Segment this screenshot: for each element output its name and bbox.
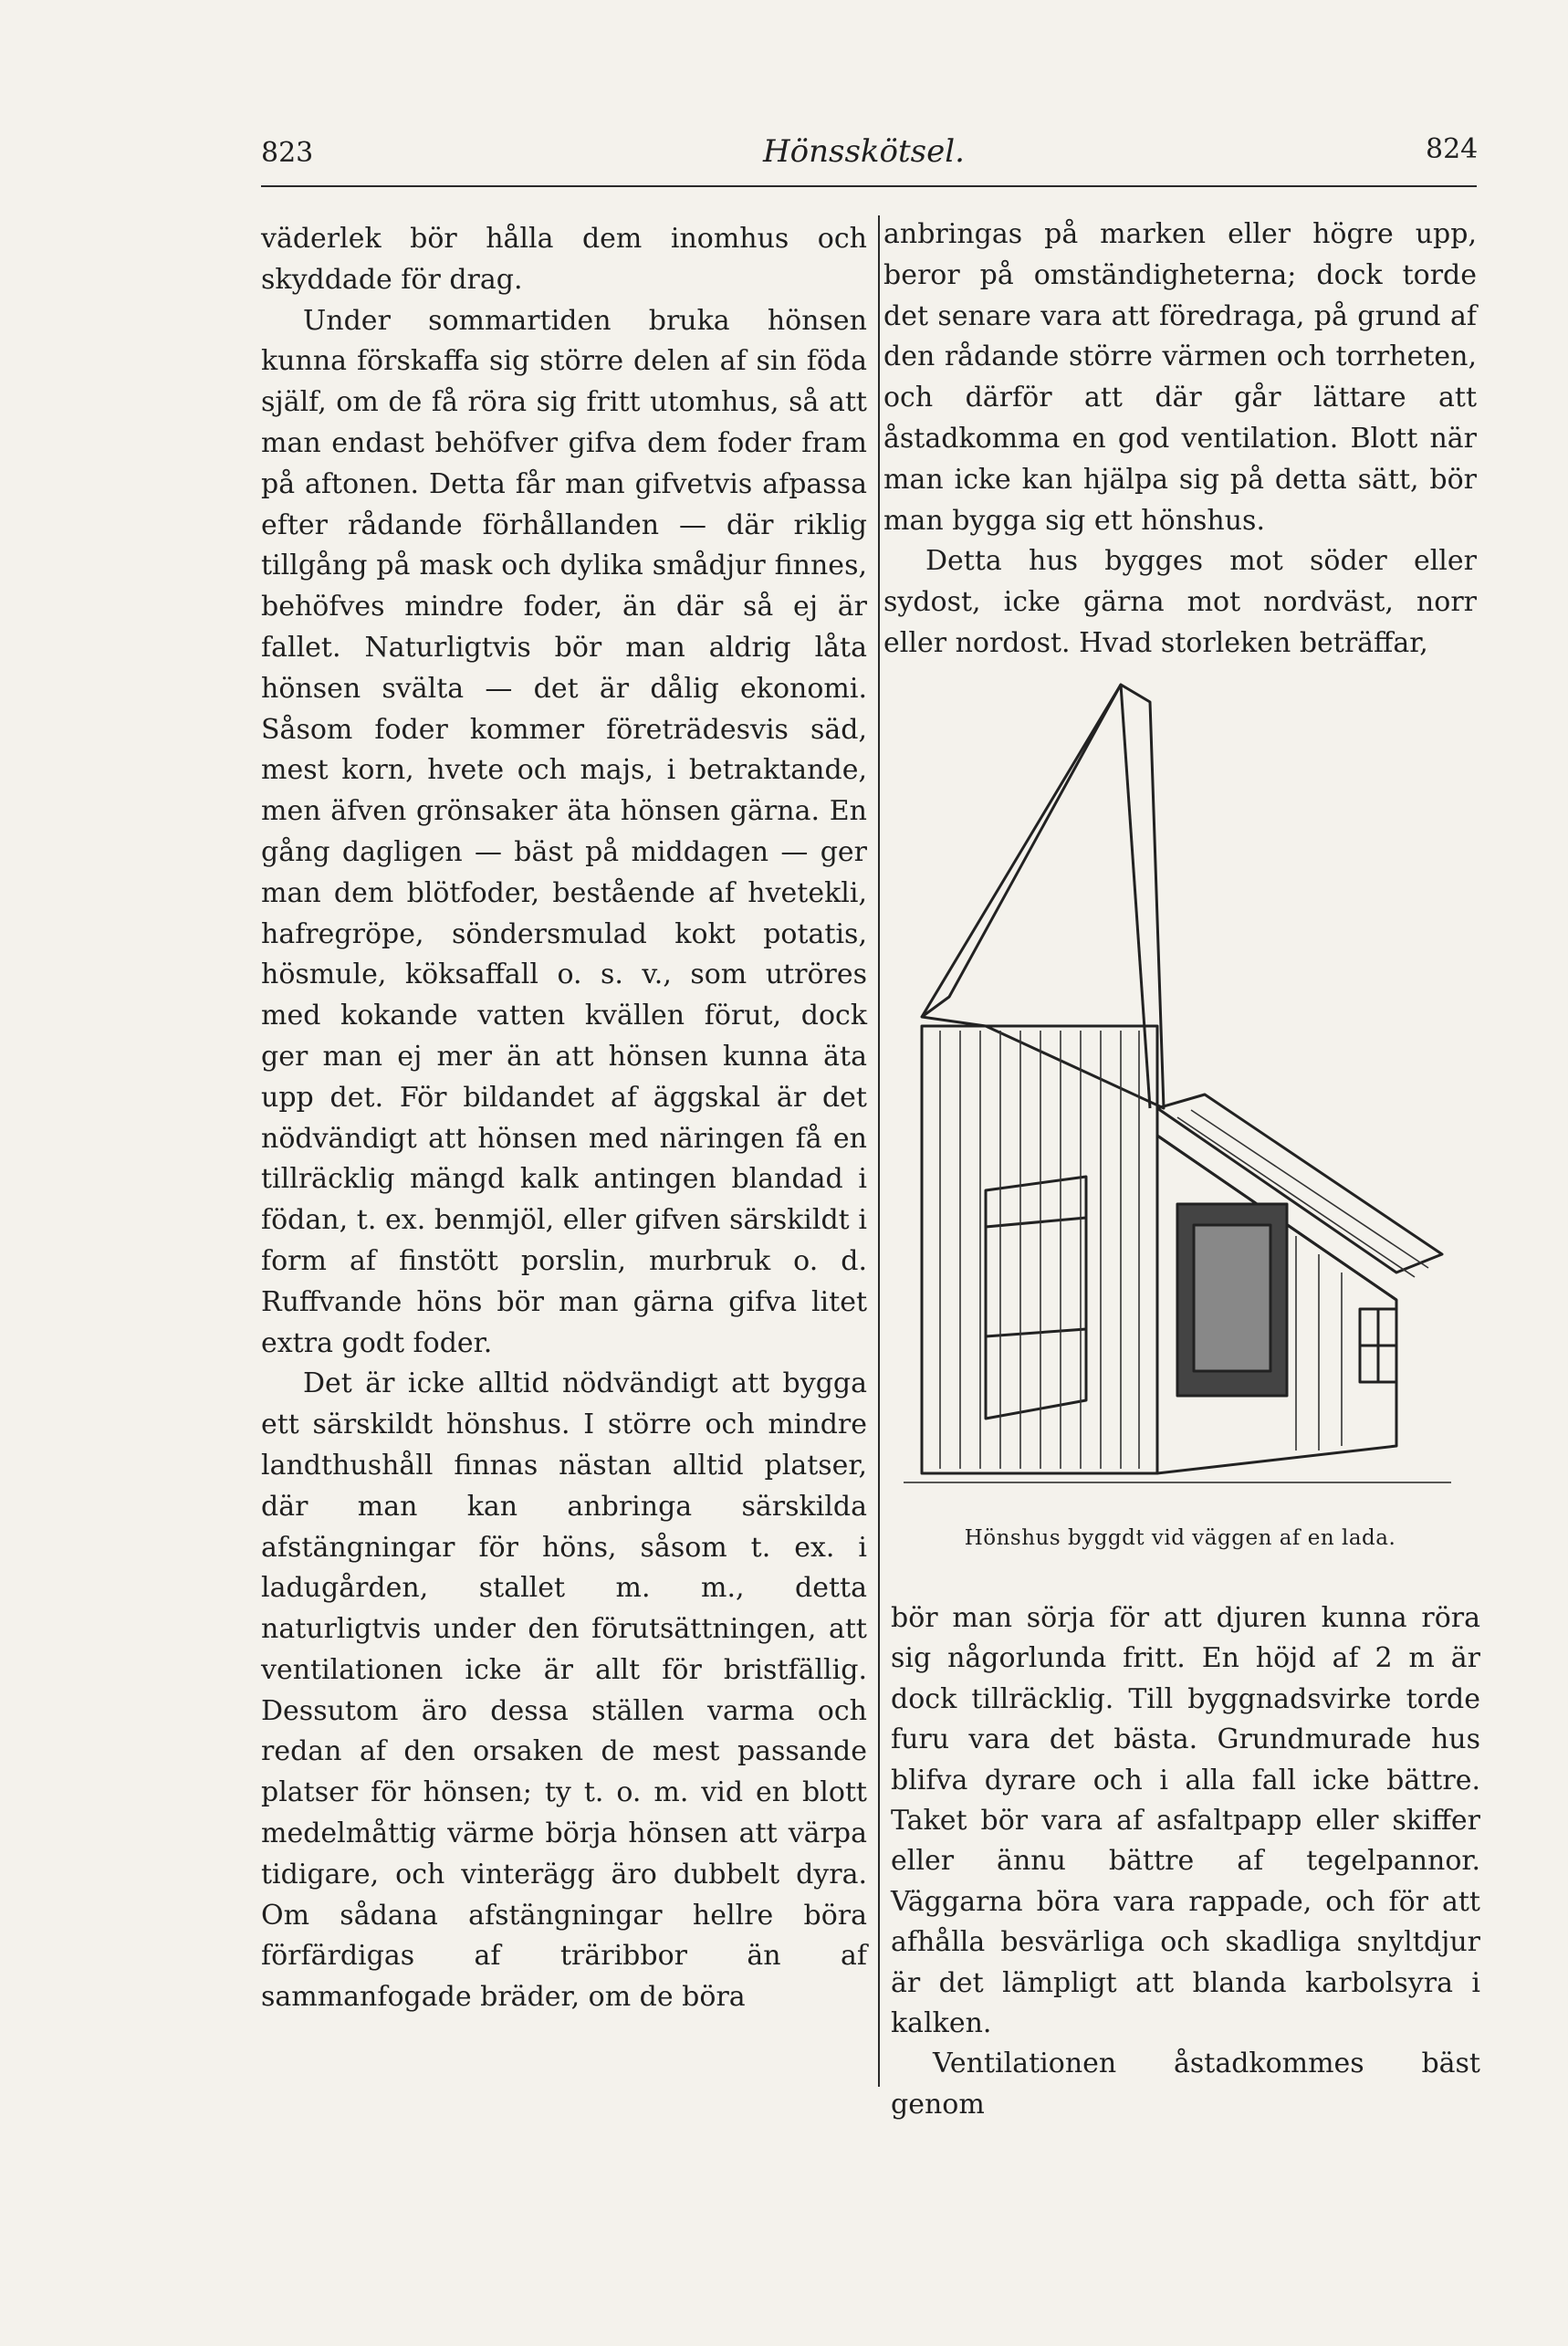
paragraph: Ventilationen åstadkommes bäst genom: [891, 2048, 1480, 2121]
paragraph: bör man sörja för att djuren kunna röra sig någorlunda fritt. En höjd af 2 m är dock tillräcklig. Till byggnadsvirke torde furu vara det bästa. Grundmurade hus blifva dyrare och i alla fall icke bättre. Taket bör vara af asfaltpapp eller skiffer eller ännu bättre af tegelpannor. Väggarna böra vara rappade, och för att afhålla besvärliga och skadliga snyltdjur är det lämpligt att blanda karbolsyra i kalken.: [891, 1602, 1480, 2040]
page-number-right: 824: [1426, 133, 1479, 165]
paragraph: Under sommartiden bruka hönsen kunna förskaffa sig större delen af sin föda själf, om de få röra sig fritt utomhus, så att man endast behöfver gifva dem foder fram på aftonen. Detta får man gifvetvis afpassa efter rådande förhållanden — där riklig tillgång på mask och dylika smådjur finnes, behöfves mindre foder, än där så ej är fallet. Naturligtvis bör man aldrig låta hönsen svälta — det är dålig ekonomi. Såsom foder kommer företrädesvis säd, mest korn, hvete och majs, i betraktande, men äfven grönsaker äta hönsen gärna. En gång dagligen — bäst på middagen — ger man dem blötfoder, bestående af hvetekli, hafregröpe, söndersmulad kokt potatis, hösmule, köksaffall o. s. v., som utröres med kokande vatten kvällen förut, dock ger man ej mer än att hönsen kunna äta upp det. För bildandet af äggskal är det nödvändigt att hönsen med näringen få en tillräcklig mängd kalk antingen blandad i födan, t. ex. benmjöl, eller gifven särskildt i form af finstött porslin, murbruk o. d. Ruffvande höns bör man gärna gifva litet extra godt foder.: [261, 304, 867, 1359]
page-number-left: 823: [261, 137, 314, 169]
paragraph: väderlek bör hålla dem inomhus och skyddade för drag.: [261, 223, 867, 296]
right-column-bottom: [891, 1598, 1480, 2125]
header-rule: [261, 185, 1477, 187]
running-title: Hönsskötsel.: [763, 133, 965, 170]
right-column-top: [883, 215, 1477, 665]
henhouse-illustration-icon: [904, 679, 1451, 1510]
paragraph: Detta hus bygges mot söder eller sydost, icke gärna mot nordväst, norr eller nordost. Hvad storleken beträffar,: [883, 545, 1477, 659]
paragraph: Det är icke alltid nödvändigt att bygga ett särskildt hönshus. I större och mindre landthushåll finnas nästan alltid platser, där man kan anbringa särskilda afstängningar för höns, såsom t. ex. i ladugården, stallet m. m., detta naturligtvis under den förutsättningen, att ventilationen icke är allt för bristfällig. Dessutom äro dessa ställen varma och redan af den orsaken de mest passande platser för hönsen; ty t. o. m. vid en blott medelmåttig värme börja hönsen att värpa tidigare, och vinterägg äro dubbelt dyra. Om sådana afstängningar hellre böra förfärdigas af träribbor än af sammanfogade bräder, om de böra: [261, 1367, 867, 2014]
figure-caption: Hönshus byggdt vid väggen af en lada.: [964, 1526, 1396, 1550]
left-column: [261, 219, 867, 2018]
paragraph: anbringas på marken eller högre upp, beror på omständigheterna; dock torde det senare vara att föredraga, på grund af den rådande större värmen och torrheten, och därför att där går lättare att åstadkomma en god ventilation. Blott när man icke kan hjälpa sig på detta sätt, bör man bygga sig ett hönshus.: [883, 218, 1477, 537]
column-divider: [878, 215, 880, 2087]
